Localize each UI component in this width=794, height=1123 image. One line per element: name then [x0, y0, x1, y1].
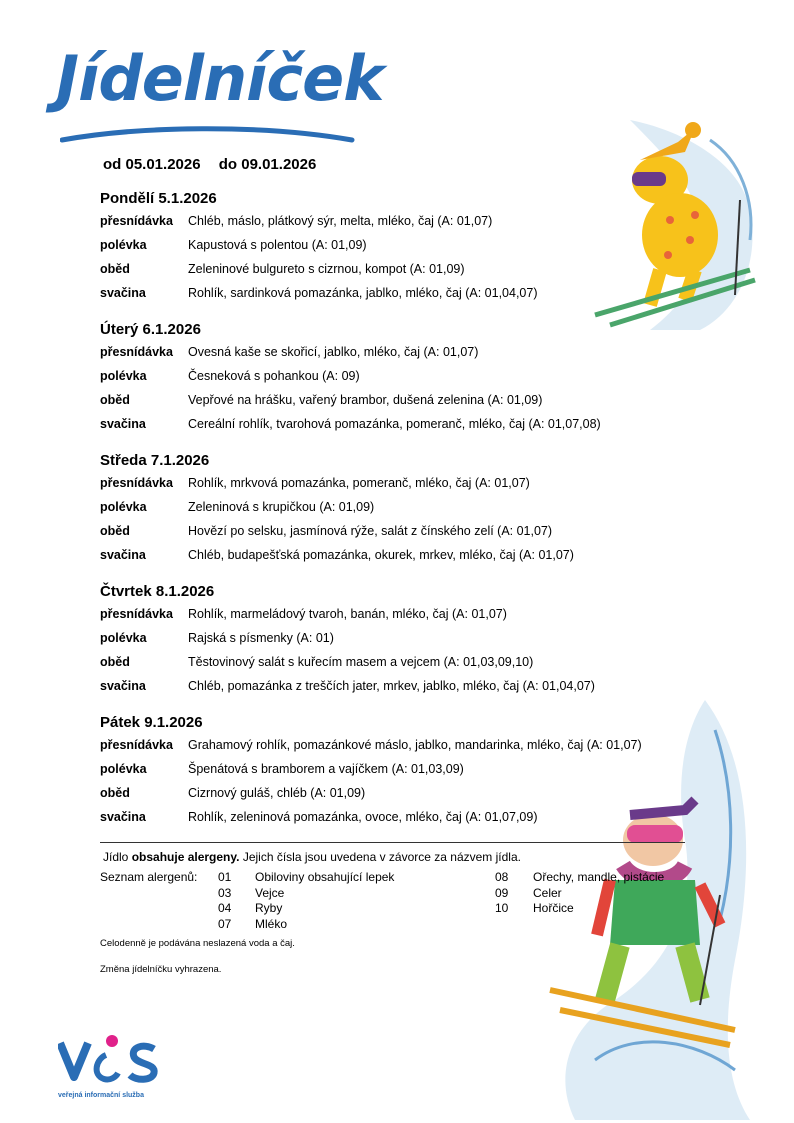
- meal-label: přesnídávka: [100, 476, 173, 490]
- meal-label: oběd: [100, 262, 130, 276]
- meal-label: oběd: [100, 786, 130, 800]
- meal-row: [100, 417, 660, 441]
- meal-text: Kapustová s polentou (A: 01,09): [188, 238, 367, 252]
- day-block-monday: [100, 190, 660, 310]
- allergen-code: 07: [218, 916, 232, 931]
- meal-row: [100, 393, 660, 417]
- allergen-name: Mléko: [255, 916, 288, 931]
- meal-row: [100, 762, 660, 786]
- meal-label: polévka: [100, 631, 147, 645]
- meal-text: Cereální rohlík, tvarohová pomazánka, pomeranč, mléko, čaj (A: 01,07,08): [188, 417, 601, 431]
- meal-label: oběd: [100, 524, 130, 538]
- meal-row: [100, 238, 660, 262]
- allergen-name: Ryby: [255, 901, 283, 915]
- allergen-name: Hořčice: [533, 901, 574, 915]
- day-block-tuesday: [100, 321, 660, 441]
- meal-text: Vepřové na hrášku, vařený brambor, dušená zelenina (A: 01,09): [188, 393, 543, 407]
- vis-logo-mark: [58, 1035, 168, 1085]
- meal-label: přesnídávka: [100, 345, 173, 359]
- divider-line: [100, 842, 685, 843]
- meal-text: Rohlík, zeleninová pomazánka, ovoce, mléko, čaj (A: 01,07,09): [188, 810, 538, 824]
- allergen-name: Ořechy, mandle, pistácie: [533, 870, 665, 884]
- allergen-code: 03: [218, 885, 232, 900]
- allergen-name: Vejce: [255, 885, 285, 900]
- meal-label: svačina: [100, 548, 146, 562]
- meal-text: Těstovinový salát s kuřecím masem a vejcem (A: 01,03,09,10): [188, 655, 534, 669]
- meal-row: [100, 369, 660, 393]
- meal-label: oběd: [100, 655, 130, 669]
- allergen-code: 01: [218, 870, 232, 884]
- meal-text: Rajská s písmenky (A: 01): [188, 631, 334, 645]
- allergen-names-left: [255, 870, 394, 932]
- meal-row: [100, 548, 660, 572]
- meal-label: svačina: [100, 286, 146, 300]
- meal-row: [100, 476, 660, 500]
- vis-logo: [58, 1035, 168, 1099]
- allergen-code: 08: [495, 870, 509, 884]
- day-title: Středa 7.1.2026: [100, 452, 210, 469]
- meal-text: Česneková s pohankou (A: 09): [188, 369, 360, 383]
- meal-text: Chléb, máslo, plátkový sýr, melta, mléko, čaj (A: 01,07): [188, 214, 493, 228]
- day-block-friday: [100, 714, 660, 834]
- meal-label: svačina: [100, 810, 146, 824]
- date-from: od 05.01.2026: [103, 156, 201, 173]
- meal-label: polévka: [100, 369, 147, 383]
- meal-text: Rohlík, marmeládový tvaroh, banán, mléko, čaj (A: 01,07): [188, 607, 507, 621]
- meal-row: [100, 738, 660, 762]
- meal-label: přesnídávka: [100, 214, 173, 228]
- day-title: Čtvrtek 8.1.2026: [100, 583, 215, 600]
- day-title: Úterý 6.1.2026: [100, 321, 201, 338]
- water-note: Celodenně je podávána neslazená voda a čaj.: [100, 938, 295, 949]
- vis-logo-subtitle: veřejná informační služba: [58, 1092, 144, 1099]
- meal-row: [100, 655, 660, 679]
- meal-row: [100, 607, 660, 631]
- day-title: Pondělí 5.1.2026: [100, 190, 217, 207]
- meal-row: [100, 524, 660, 548]
- allergen-note-bold: obsahuje alergeny.: [131, 850, 240, 864]
- allergen-codes-left: [218, 870, 231, 932]
- allergen-names-right: [533, 870, 664, 917]
- meal-label: polévka: [100, 500, 147, 514]
- day-title: Pátek 9.1.2026: [100, 714, 203, 731]
- allergen-codes-right: [495, 870, 508, 917]
- title-underline-swoosh: [60, 118, 355, 148]
- meal-label: přesnídávka: [100, 607, 173, 621]
- meal-text: Zeleninová s krupičkou (A: 01,09): [188, 500, 375, 514]
- meal-text: Chléb, budapešťská pomazánka, okurek, mrkev, mléko, čaj (A: 01,07): [188, 548, 574, 562]
- allergen-note-rest: Jejich čísla jsou uvedena v závorce za názvem jídla.: [239, 850, 521, 864]
- date-range: [103, 156, 330, 173]
- meal-text: Špenátová s bramborem a vajíčkem (A: 01,03,09): [188, 762, 464, 776]
- allergen-code: 04: [218, 901, 232, 915]
- meal-label: svačina: [100, 679, 146, 693]
- meal-row: [100, 345, 660, 369]
- meal-row: [100, 262, 660, 286]
- meal-text: Grahamový rohlík, pomazánkové máslo, jablko, mandarinka, mléko, čaj (A: 01,07): [188, 738, 642, 752]
- meal-text: Zeleninové bulgureto s cizrnou, kompot (A: 01,09): [188, 262, 465, 276]
- meal-row: [100, 810, 660, 834]
- allergen-code: 10: [495, 901, 509, 915]
- meal-label: přesnídávka: [100, 738, 173, 752]
- meal-text: Rohlík, mrkvová pomazánka, pomeranč, mléko, čaj (A: 01,07): [188, 476, 530, 490]
- meal-label: polévka: [100, 238, 147, 252]
- meal-row: [100, 500, 660, 524]
- allergen-note: [103, 850, 521, 864]
- meal-text: Ovesná kaše se skořicí, jablko, mléko, čaj (A: 01,07): [188, 345, 479, 359]
- day-block-wednesday: [100, 452, 660, 572]
- allergen-code: 09: [495, 885, 509, 900]
- allergen-list-label: [100, 870, 197, 886]
- allergen-list-label-text: Seznam alergenů:: [100, 870, 198, 884]
- meal-text: Rohlík, sardinková pomazánka, jablko, mléko, čaj (A: 01,04,07): [188, 286, 538, 300]
- change-note: Změna jídelníčku vyhrazena.: [100, 964, 222, 975]
- meal-label: oběd: [100, 393, 130, 407]
- page-title: Jídelníček: [56, 42, 384, 115]
- meal-label: svačina: [100, 417, 146, 431]
- date-to: do 09.01.2026: [218, 156, 317, 173]
- meal-row: [100, 631, 660, 655]
- meal-text: Chléb, pomazánka z treščích jater, mrkev, jablko, mléko, čaj (A: 01,04,07): [188, 679, 595, 693]
- day-block-thursday: [100, 583, 660, 703]
- meal-row: [100, 786, 660, 810]
- meal-row: [100, 679, 660, 703]
- meal-text: Cizrnový guláš, chléb (A: 01,09): [188, 786, 366, 800]
- meal-label: polévka: [100, 762, 147, 776]
- meal-text: Hovězí po selsku, jasmínová rýže, salát z čínského zelí (A: 01,07): [188, 524, 553, 538]
- allergen-name: Obiloviny obsahující lepek: [255, 870, 395, 884]
- meal-row: [100, 214, 660, 238]
- meal-row: [100, 286, 660, 310]
- allergen-note-prefix: Jídlo: [103, 850, 132, 864]
- allergen-name: Celer: [533, 885, 562, 900]
